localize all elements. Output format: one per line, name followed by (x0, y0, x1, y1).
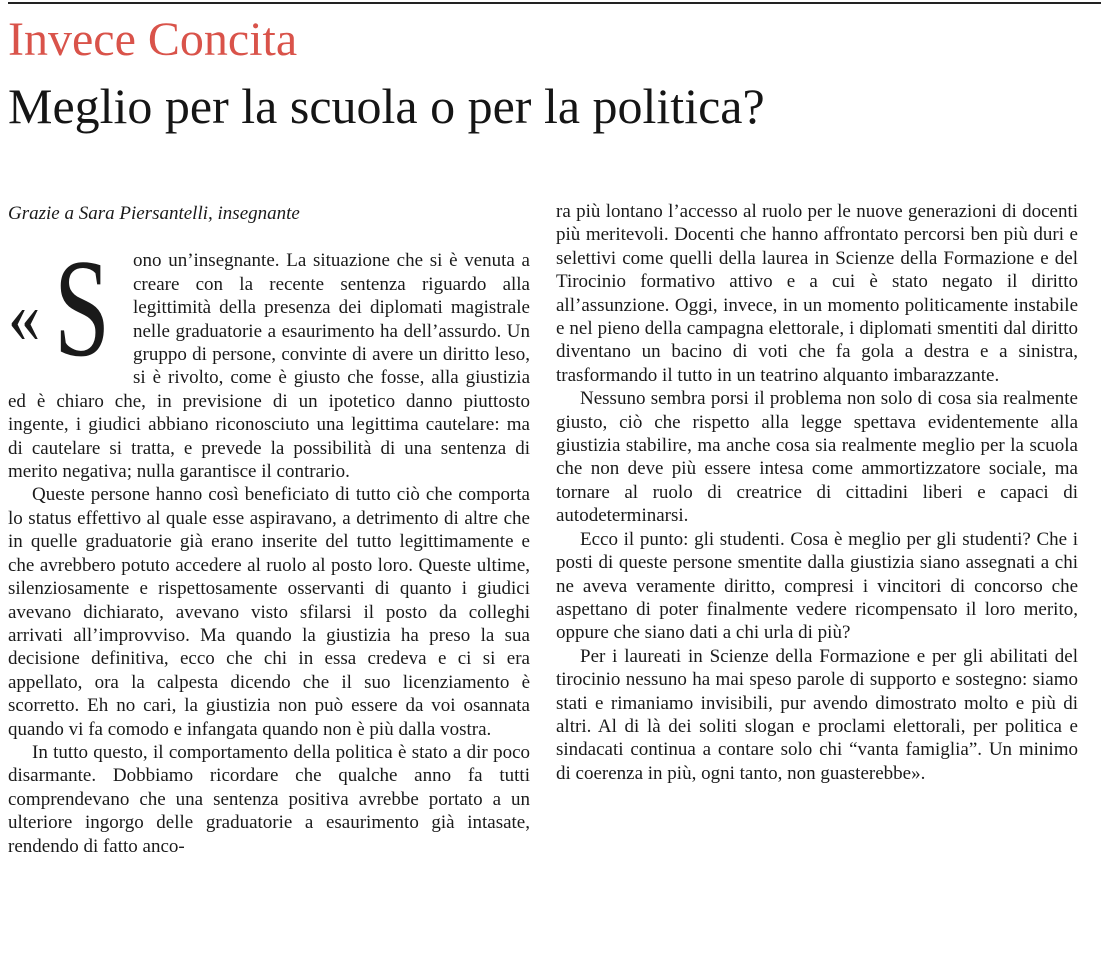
paragraph: Ecco il punto: gli studenti. Cosa è meglio per gli studenti? Che i posti di queste persone smentite dalla giustizia siano assegnati a chi ne aveva veramente diritto, compresi i vincitori di concorso che aspettano di poter finalmente vedere ricompensato il loro merito, oppure che siano dati a chi urla di più? (556, 528, 1078, 644)
right-column (556, 200, 1078, 785)
paragraph: ra più lontano l’accesso al ruolo per le nuove generazioni di docenti più meritevoli. Docenti che hanno affrontato percorsi ben più duri e selettivi come quelli della laurea in Scienze della Formazione e del Tirocinio formativo attivo e a cui è stato negato il diritto all’assunzione. Oggi, invece, in un momento politicamente instabile e nel pieno della campagna elettorale, i diplomati smentiti dal diritto diventano un bacino di voti che fa gola a destra e a sinistra, trasformando il tutto in un teatrino alquanto imbarazzante. (556, 201, 1078, 386)
left-column (8, 196, 530, 858)
paragraph: In tutto questo, il comportamento della politica è stato a dir poco disarmante. Dobbiamo ricordare che qualche anno fa tutti comprendevano che una sentenza positiva avrebbe portato a un ulteriore ingorgo delle graduatorie a esaurimento già intasate, rendendo di fatto anco- (8, 741, 530, 857)
paragraph: ono un’insegnante. La situazione che si è venuta a creare con la recente sentenza riguardo alla legittimità della presenza dei diplomati magistrale nelle graduatorie a esaurimento ha dell’assurdo. Un gruppo di persone, convinte di avere un diritto leso, si è rivolto, come è giusto che fosse, alla giustizia ed è chiaro che, in previsione di un ipotetico danno piuttosto ingente, i giudici abbiano riconosciuto una legittima cautelare: ma di cautelare si tratta, e prevede la possibilità di una sentenza di merito negativa; nulla garantisce il contrario. (8, 250, 530, 483)
column-kicker: Invece Concita (8, 13, 298, 66)
drop-cap (8, 231, 129, 387)
paragraph: Queste persone hanno così beneficiato di tutto ciò che comporta lo status effettivo al quale esse aspiravano, a detrimento di altre che in quelle graduatorie già erano inserite del tutto legittimamente e che avrebbero potuto accedere al ruolo al posto loro. Queste ultime, silenziosamente e rispettosamente osservanti di quanto i giudici avevano dichiarato, avevano visto sfilarsi il posto da colleghi arrivati all’improvviso. Ma quando la giustizia ha preso la sua decisione definitiva, ecco che chi in essa credeva e ci si era appellato, ora la calpesta dicendo che il suo licenziamento è scorretto. Eh no cari, la giustizia non può essere da voi osannata quando vi fa comodo e infangata quando non è più dalla vostra. (8, 484, 530, 740)
byline: Grazie a Sara Piersantelli, insegnante (8, 203, 300, 224)
article-headline: Meglio per la scuola o per la politica? (8, 78, 765, 134)
paragraph: Nessuno sembra porsi il problema non solo di cosa sia realmente giusto, ciò che rispetto alla legge spettava evidentemente alla giustizia stabilire, ma anche cosa sia realmente meglio per la scuola che non deve più essere intesa come ammortizzatore sociale, ma tornare al ruolo di creatrice di cittadini liberi e capaci di autodeterminarsi. (556, 388, 1078, 527)
top-rule (8, 2, 1101, 4)
opening-quote-mark: « (8, 275, 41, 360)
paragraph: Per i laureati in Scienze della Formazione e per gli abilitati del tirocinio nessuno ha mai speso parole di supporto e sostegno: siamo stati e rimaniamo invisibili, pur avendo dimostrato molto e più di altri. Al di là dei soliti slogan e proclami elettorali, per politica e sindacati continua a contare solo chi “vanta famiglia”. Un minimo di coerenza in più, ogni tanto, non guasterebbe». (556, 645, 1078, 784)
drop-cap-letter: S (54, 231, 111, 387)
